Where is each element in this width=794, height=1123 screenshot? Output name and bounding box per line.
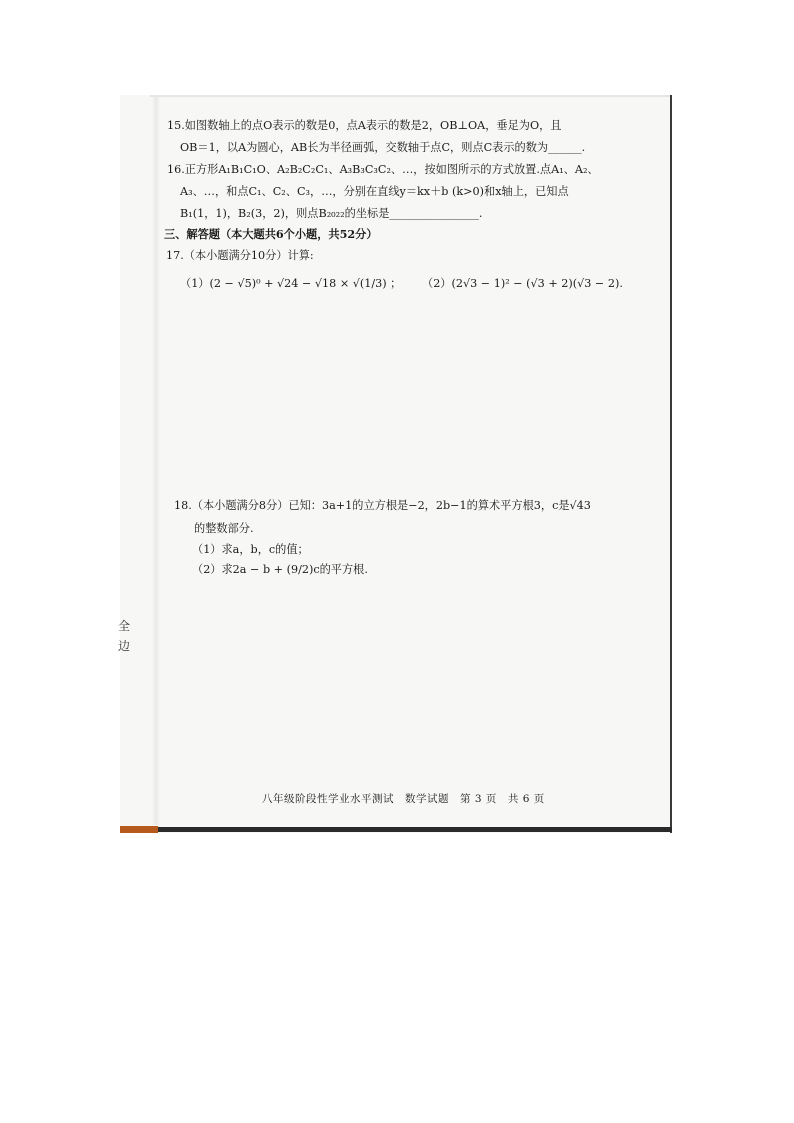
q17-part-1: （1）(2 − √5)⁰ + √24 − √18 × √(1/3) ； (180, 277, 402, 290)
page-bottom-binding (120, 826, 158, 833)
q17-part-2: （2）(2√3 − 1)² − (√3 + 2)(√3 − 2). (422, 277, 623, 290)
section-header: 三、解答题（本大题共6个小题，共52分） (164, 227, 378, 241)
q16-line-2: A₃、…，和点C₁、C₂、C₃，…，分别在直线y＝kx＋b (k>0)和x轴上，已知点 (180, 185, 569, 198)
q16-line-3: B₁(1，1)，B₂(3，2)，则点B₂₀₂₂的坐标是________________. (180, 207, 483, 220)
q18-part-1: （1）求a，b，c的值； (192, 543, 309, 556)
q16-line-1: 16.正方形A₁B₁C₁O、A₂B₂C₂C₁、A₃B₃C₃C₂、…，按如图所示的方式放置.点A₁、A₂、 (167, 163, 599, 176)
page-right-edge (670, 95, 672, 833)
q18-part-2: （2）求2a − b + (9/2)c的平方根. (192, 563, 368, 576)
q15-line-1: 15.如图数轴上的点O表示的数是0，点A表示的数是2，OB⊥OA，垂足为O，且 (167, 119, 562, 132)
scanned-page (120, 95, 672, 833)
page-top-edge (150, 95, 672, 97)
q18-line-1: 18.（本小题满分8分）已知：3a+1的立方根是−2，2b−1的算术平方根3，c是√43 (174, 499, 591, 512)
page-bottom-edge (120, 827, 672, 832)
page-fold-shadow (152, 95, 160, 825)
q17-stem: 17.（本小题满分10分）计算: (166, 249, 314, 262)
q18-line-2: 的整数部分. (194, 522, 254, 535)
side-char-2: 边 (118, 639, 131, 653)
q15-line-2: OB＝1，以A为圆心，AB长为半径画弧，交数轴于点C，则点C表示的数为______. (180, 141, 586, 154)
side-char-1: 全 (118, 619, 131, 633)
page-footer: 八年级阶段性学业水平测试 数学试题 第 3 页 共 6 页 (262, 793, 545, 805)
